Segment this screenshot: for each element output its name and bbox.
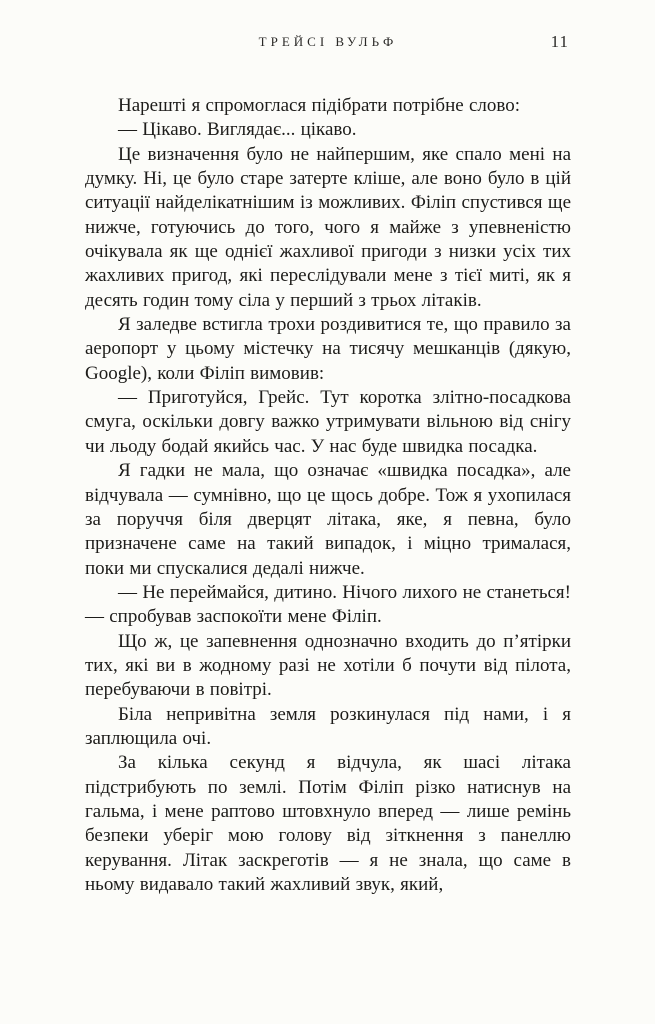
page-header <box>85 34 571 52</box>
paragraph: Це визначення було не найпершим, яке спало мені на думку. Ні, це було старе затерте кліше, але воно було в цій ситуації найделікатнішим із можливих. Філіп спустився ще нижче, готуючись до того, чого я майже з упевненістю очікувала як ще однієї жахливої пригоди з низки усіх тих жахливих пригод, які переслідували мене з тієї миті, як я десять годин тому сіла у перший з трьох літаків. <box>85 143 571 311</box>
running-title: ТРЕЙСІ ВУЛЬФ <box>258 34 398 49</box>
paragraph: Біла непривітна земля розкинулася під нами, і я заплющила очі. <box>85 703 571 749</box>
paragraph: — Цікаво. Виглядає... цікаво. <box>118 119 357 141</box>
paragraph: — Приготуйся, Грейс. Тут коротка злітно-посадкова смуга, оскільки довгу важко утримувати вільною від снігу чи льоду бодай якийсь час. У нас буде швидка посадка. <box>85 387 571 457</box>
paragraph: Я заледве встигла трохи роздивитися те, що правило за аеропорт у цьому містечку на тисячу мешканців (дякую, Google), коли Філіп вимовив: <box>85 314 571 384</box>
paragraph: Я гадки не мала, що означає «швидка посадка», але відчувала — сумнівно, що це щось добре. Тож я ухопилася за поруччя біля дверцят літака, яке, я певна, було призначене саме на такий випадок, і міцно трималася, поки ми спускалися дедалі нижче. <box>85 460 571 579</box>
paragraph: — Не переймайся, дитино. Нічого лихого не станеться! — спробував заспокоїти мене Філіп. <box>85 581 571 628</box>
paragraph: Нарешті я спромоглася підібрати потрібне слово: <box>118 95 520 116</box>
page-number: 11 <box>550 32 569 51</box>
paragraph: Що ж, це запевнення однозначно входить до п’ятірки тих, які ви в жодному разі не хотіли б почути від пілота, перебуваючи в повітрі. <box>85 630 571 701</box>
paragraph: За кілька секунд я відчула, як шасі літака підстрибують по землі. Потім Філіп різко натиснув на гальма, і мене раптово штовхнуло вперед — лише ремінь безпеки уберіг мою голову від зіткнення з панеллю керування. Літак заскреготів — я не знала, що саме в ньому видавало такий жахливий звук, який, <box>85 752 571 895</box>
page-body <box>85 94 571 897</box>
